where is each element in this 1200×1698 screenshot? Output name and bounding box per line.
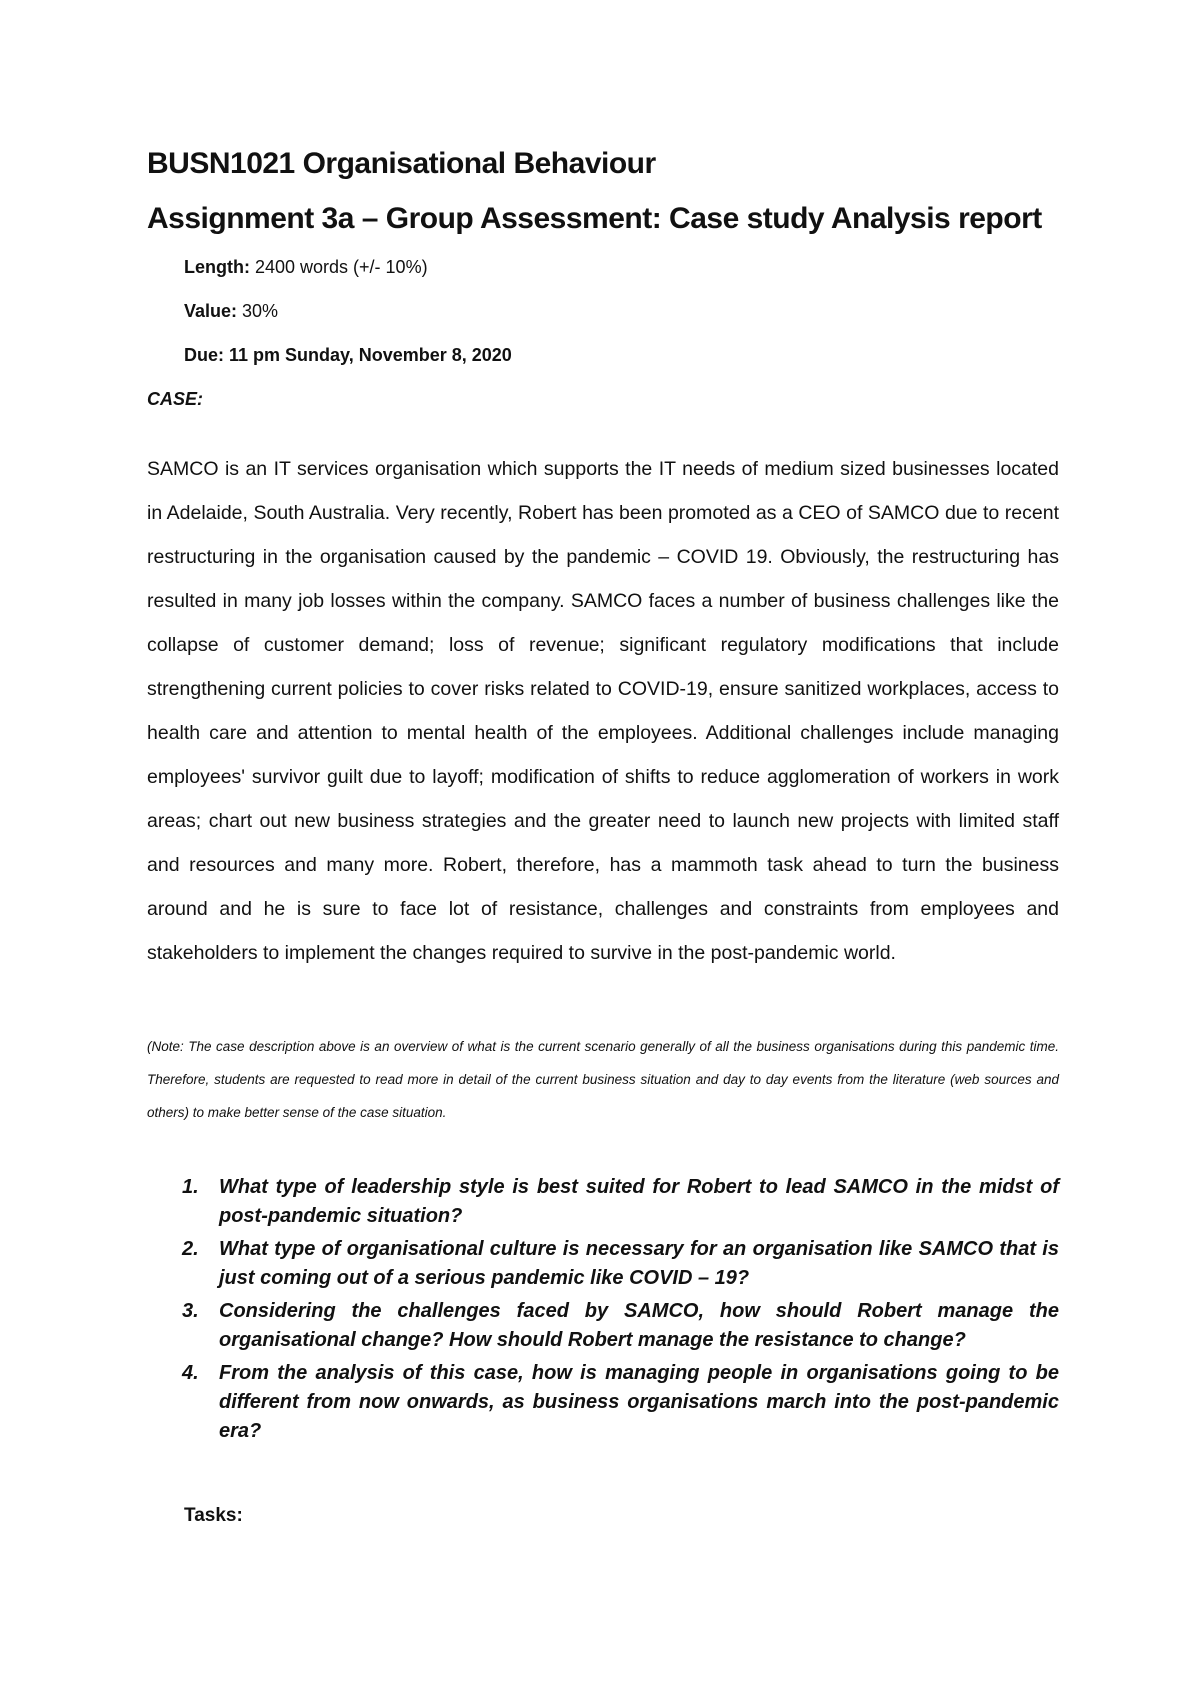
question-item [147, 1173, 1059, 1231]
value-value: 30% [237, 301, 279, 321]
question-text: Considering the challenges faced by SAMCO, how should Robert manage the organisational change? How should Robert manage the resistance to change? [219, 1300, 1059, 1351]
question-number: 2. [182, 1238, 199, 1260]
value-label: Value: [184, 301, 238, 321]
tasks-heading: Tasks: [184, 1505, 243, 1526]
case-label: CASE: [147, 389, 204, 409]
question-number: 1. [182, 1176, 199, 1198]
question-text: What type of leadership style is best suited for Robert to lead SAMCO in the midst of post-pandemic situation? [219, 1176, 1059, 1227]
assignment-title: Assignment 3a – Group Assessment: Case study Analysis report [147, 202, 1042, 235]
question-item [147, 1297, 1059, 1355]
course-title: BUSN1021 Organisational Behaviour [147, 147, 656, 180]
case-note: (Note: The case description above is an overview of what is the current scenario generally of all the business organisations during this pandemic time. Therefore, students are requested to read more in detail of the current business situation and day to day events from the literature (web sources and others) to make better sense of the case situation. [147, 1039, 1059, 1120]
length-line [184, 257, 428, 278]
length-value: 2400 words (+/- 10%) [249, 257, 428, 277]
due-line: Due: 11 pm Sunday, November 8, 2020 [184, 345, 512, 365]
question-number: 3. [182, 1300, 199, 1322]
length-label: Length: [184, 257, 250, 277]
question-item [147, 1235, 1059, 1293]
question-item [147, 1359, 1059, 1446]
question-number: 4. [182, 1362, 199, 1384]
question-text: What type of organisational culture is necessary for an organisation like SAMCO that is just coming out of a serious pandemic like COVID – 19? [219, 1238, 1059, 1289]
value-line [184, 301, 278, 322]
question-list [147, 1173, 1059, 1450]
case-description: SAMCO is an IT services organisation which supports the IT needs of medium sized businesses located in Adelaide, South Australia. Very recently, Robert has been promoted as a CEO of SAMCO due to recent restructuring in the organisation caused by the pandemic – COVID 19. Obviously, the restructuring has resulted in many job losses within the company. SAMCO faces a number of business challenges like the collapse of customer demand; loss of revenue; significant regulatory modifications that include strengthening current policies to cover risks related to COVID-19, ensure sanitized workplaces, access to health care and attention to mental health of the employees. Additional challenges include managing employees' survivor guilt due to layoff; modification of shifts to reduce agglomeration of workers in work areas; chart out new business strategies and the greater need to launch new projects with limited staff and resources and many more. Robert, therefore, has a mammoth task ahead to turn the business around and he is sure to face lot of resistance, challenges and constraints from employees and stakeholders to implement the changes required to survive in the post-pandemic world. [147, 458, 1059, 964]
question-text: From the analysis of this case, how is managing people in organisations going to be different from now onwards, as business organisations march into the post-pandemic era? [219, 1362, 1059, 1442]
